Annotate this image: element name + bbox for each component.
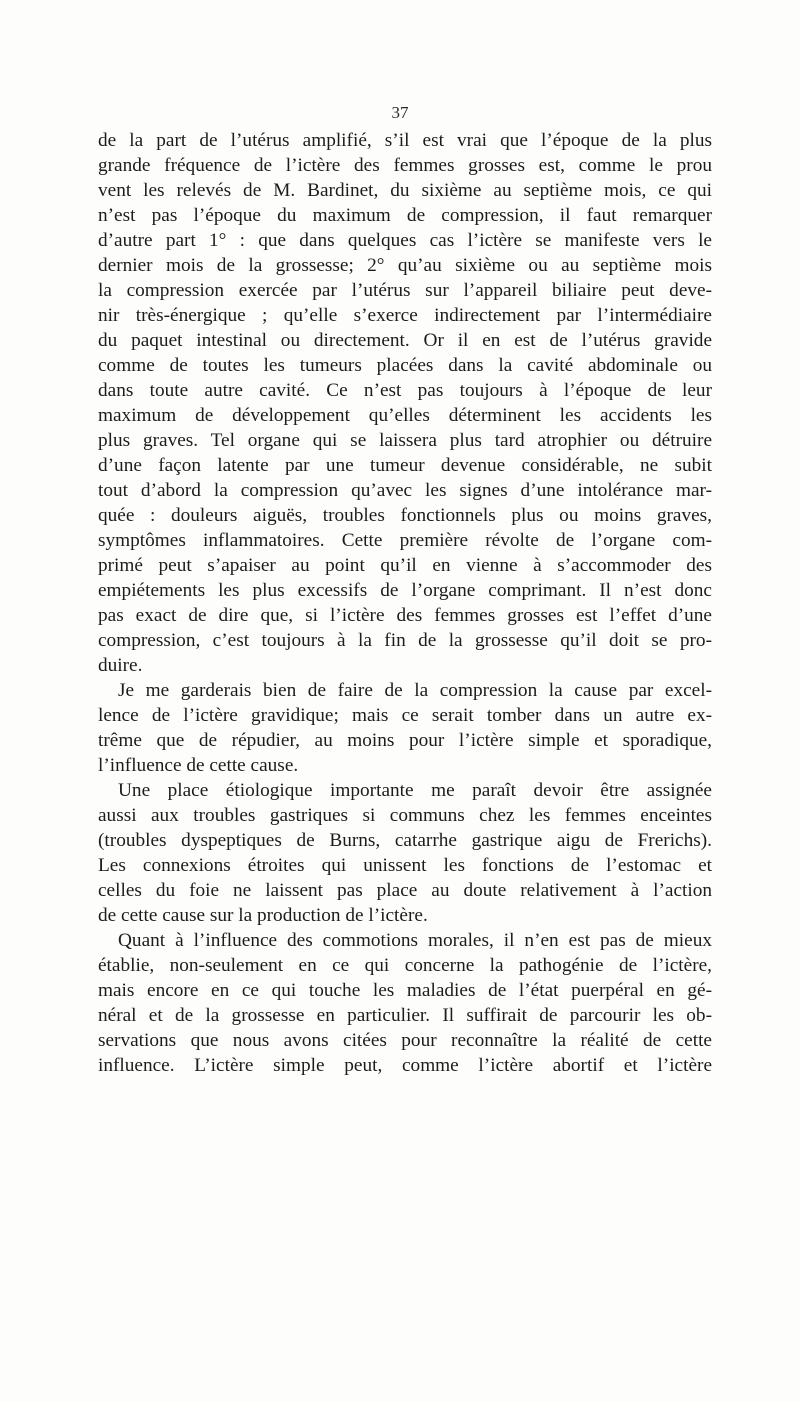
text-line: l’influence de cette cause. <box>98 755 299 776</box>
text-line: Une place étiologique importante me paraît devoir être assignée <box>118 780 712 801</box>
text-line: la compression exercée par l’utérus sur l’appareil biliaire peut deve- <box>98 280 712 301</box>
text-line: néral et de la grossesse en particulier. Il suffirait de parcourir les ob- <box>98 1005 712 1026</box>
text-line: du paquet intestinal ou directement. Or il en est de l’utérus gravide <box>98 330 712 351</box>
body-text <box>98 128 712 1078</box>
text-line: Quant à l’influence des commotions morales, il n’en est pas de mieux <box>118 930 712 951</box>
text-line: tout d’abord la compression qu’avec les signes d’une intolérance mar- <box>98 480 712 501</box>
text-line: mais encore en ce qui touche les maladies de l’état puerpéral en gé- <box>98 980 712 1001</box>
text-line: trême que de répudier, au moins pour l’ictère simple et sporadique, <box>98 730 712 751</box>
text-line: grande fréquence de l’ictère des femmes grosses est, comme le prou <box>98 155 712 176</box>
text-line: compression, c’est toujours à la fin de la grossesse qu’il doit se pro- <box>98 630 712 651</box>
text-line: celles du foie ne laissent pas place au doute relativement à l’action <box>98 880 712 901</box>
text-line: influence. L’ictère simple peut, comme l’ictère abortif et l’ictère <box>98 1055 712 1076</box>
text-line: comme de toutes les tumeurs placées dans la cavité abdominale ou <box>98 355 712 376</box>
text-line: d’une façon latente par une tumeur devenue considérable, ne subit <box>98 455 712 476</box>
text-line: servations que nous avons citées pour reconnaître la réalité de cette <box>98 1030 712 1051</box>
text-line: pas exact de dire que, si l’ictère des femmes grosses est l’effet d’une <box>98 605 712 626</box>
text-line: vent les relevés de M. Bardinet, du sixième au septième mois, ce qui <box>98 180 712 201</box>
text-line: Je me garderais bien de faire de la compression la cause par excel- <box>118 680 712 701</box>
text-line: lence de l’ictère gravidique; mais ce serait tomber dans un autre ex- <box>98 705 712 726</box>
text-line: n’est pas l’époque du maximum de compression, il faut remarquer <box>98 205 712 226</box>
text-line: nir très-énergique ; qu’elle s’exerce indirectement par l’intermédiaire <box>98 305 712 326</box>
text-line: duire. <box>98 655 143 676</box>
text-line: établie, non-seulement en ce qui concerne la pathogénie de l’ictère, <box>98 955 712 976</box>
text-line: maximum de développement qu’elles déterminent les accidents les <box>98 405 712 426</box>
text-line: dernier mois de la grossesse; 2° qu’au sixième ou au septième mois <box>98 255 712 276</box>
text-line: de cette cause sur la production de l’ictère. <box>98 905 428 926</box>
text-line: symptômes inflammatoires. Cette première révolte de l’organe com- <box>98 530 712 551</box>
text-line: empiétements les plus excessifs de l’organe comprimant. Il n’est donc <box>98 580 712 601</box>
text-line: d’autre part 1° : que dans quelques cas l’ictère se manifeste vers le <box>98 230 712 251</box>
text-line: dans toute autre cavité. Ce n’est pas toujours à l’époque de leur <box>98 380 712 401</box>
text-line: quée : douleurs aiguës, troubles fonctionnels plus ou moins graves, <box>98 505 712 526</box>
text-line: Les connexions étroites qui unissent les fonctions de l’estomac et <box>98 855 712 876</box>
text-line: (troubles dyspeptiques de Burns, catarrhe gastrique aigu de Frerichs). <box>98 830 712 851</box>
page-number: 37 <box>391 103 409 122</box>
text-line: primé peut s’apaiser au point qu’il en vienne à s’accommoder des <box>98 555 712 576</box>
text-line: plus graves. Tel organe qui se laissera plus tard atrophier ou détruire <box>98 430 712 451</box>
text-line: de la part de l’utérus amplifié, s’il est vrai que l’époque de la plus <box>98 130 712 151</box>
text-line: aussi aux troubles gastriques si communs chez les femmes enceintes <box>98 805 712 826</box>
